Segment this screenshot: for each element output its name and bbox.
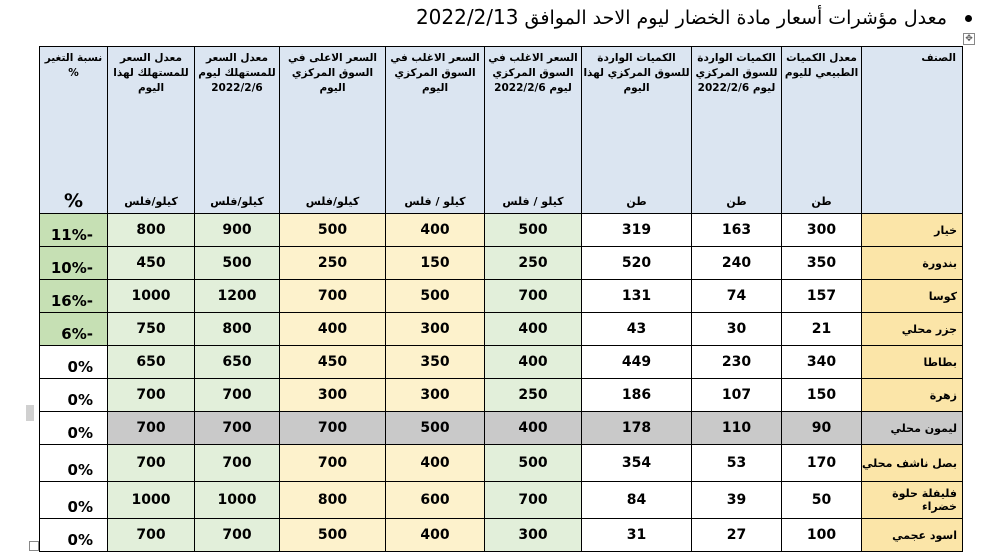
table-cell: 700: [280, 280, 386, 313]
table-cell: 400: [386, 519, 485, 552]
table-cell: 21: [782, 313, 862, 346]
prices-table: [39, 46, 963, 552]
item-name-cell: زهرة: [862, 379, 963, 412]
column-header: الصنف: [862, 47, 963, 190]
table-cell: 500: [386, 280, 485, 313]
table-cell: 800: [195, 313, 280, 346]
table-cell: 230: [692, 346, 782, 379]
table-cell: 300: [280, 379, 386, 412]
column-header: الكميات الواردة للسوق المركزي ليوم 2022/2/6: [692, 47, 782, 190]
column-header: السعر الاغلب في السوق المركزي ليوم 2022/2/6: [485, 47, 582, 190]
change-cell: -16%: [40, 280, 108, 313]
table-cell: 700: [108, 412, 195, 445]
item-name-cell: ليمون محلي: [862, 412, 963, 445]
table-cell: 300: [386, 313, 485, 346]
table-cell: 400: [485, 412, 582, 445]
table-cell: 150: [386, 247, 485, 280]
table-cell: 178: [582, 412, 692, 445]
bullet-icon: [965, 15, 972, 22]
table-header-row: [40, 47, 963, 190]
item-name-cell: بصل ناشف محلي: [862, 445, 963, 482]
table-cell: 700: [195, 519, 280, 552]
table-cell: 90: [782, 412, 862, 445]
table-cell: 500: [195, 247, 280, 280]
item-name-cell: بندورة: [862, 247, 963, 280]
heading-date: 2022/2/13: [415, 5, 519, 29]
table-cell: 27: [692, 519, 782, 552]
table-cell: 500: [386, 412, 485, 445]
table-cell: 131: [582, 280, 692, 313]
table-cell: 1000: [108, 280, 195, 313]
change-cell: 0%: [40, 346, 108, 379]
item-name-cell: بطاطا: [862, 346, 963, 379]
table-row: [40, 379, 963, 412]
table-cell: 50: [782, 482, 862, 519]
unit-cell: طن: [782, 189, 862, 214]
unit-cell: كيلو/فلس: [280, 189, 386, 214]
column-header: معدل السعر للمستهلك لهذا اليوم: [108, 47, 195, 190]
table-cell: 500: [280, 214, 386, 247]
table-cell: 107: [692, 379, 782, 412]
table-move-handle-icon[interactable]: ✥: [963, 33, 975, 45]
table-cell: 700: [485, 482, 582, 519]
table-cell: 350: [386, 346, 485, 379]
table-cell: 1200: [195, 280, 280, 313]
table-cell: 900: [195, 214, 280, 247]
table-row: [40, 214, 963, 247]
unit-cell: طن: [692, 189, 782, 214]
table-row-selected[interactable]: [40, 412, 963, 445]
table-resize-handle-icon[interactable]: [29, 541, 39, 551]
table-cell: 186: [582, 379, 692, 412]
table-cell: 30: [692, 313, 782, 346]
table-cell: 340: [782, 346, 862, 379]
table-cell: 800: [280, 482, 386, 519]
table-cell: 250: [485, 247, 582, 280]
table-row: [40, 313, 963, 346]
table-cell: 450: [280, 346, 386, 379]
item-name-cell: كوسا: [862, 280, 963, 313]
change-cell: -10%: [40, 247, 108, 280]
table-cell: 400: [485, 346, 582, 379]
table-cell: 300: [782, 214, 862, 247]
unit-cell: [862, 189, 963, 214]
row-selection-marker[interactable]: [26, 405, 34, 421]
column-header: السعر الاغلب في السوق المركزي اليوم: [386, 47, 485, 190]
table-cell: 400: [386, 445, 485, 482]
table-row: [40, 247, 963, 280]
table-cell: 700: [195, 445, 280, 482]
unit-cell: كيلو / فلس: [485, 189, 582, 214]
change-cell: 0%: [40, 412, 108, 445]
change-cell: 0%: [40, 445, 108, 482]
table-cell: 163: [692, 214, 782, 247]
change-cell: 0%: [40, 519, 108, 552]
change-cell: -6%: [40, 313, 108, 346]
table-cell: 800: [108, 214, 195, 247]
item-name-cell: جزر محلي: [862, 313, 963, 346]
table-cell: 1000: [195, 482, 280, 519]
unit-cell: كيلو / فلس: [386, 189, 485, 214]
table-cell: 157: [782, 280, 862, 313]
document-heading: [72, 2, 972, 32]
table-cell: 250: [280, 247, 386, 280]
table-cell: 650: [108, 346, 195, 379]
table-cell: 250: [485, 379, 582, 412]
column-header: نسبة التغير %: [40, 47, 108, 190]
table-cell: 700: [195, 379, 280, 412]
table-cell: 700: [108, 519, 195, 552]
table-cell: 500: [485, 445, 582, 482]
table-cell: 500: [280, 519, 386, 552]
change-cell: 0%: [40, 482, 108, 519]
table-cell: 43: [582, 313, 692, 346]
table-row: [40, 519, 963, 552]
column-header: السعر الاعلى في السوق المركزي اليوم: [280, 47, 386, 190]
table-cell: 170: [782, 445, 862, 482]
table-cell: 74: [692, 280, 782, 313]
table-cell: 400: [485, 313, 582, 346]
table-cell: 400: [386, 214, 485, 247]
table-cell: 600: [386, 482, 485, 519]
item-name-cell: فليفلة حلوة خضراء: [862, 482, 963, 519]
table-cell: 350: [782, 247, 862, 280]
table-cell: 319: [582, 214, 692, 247]
change-cell: -11%: [40, 214, 108, 247]
table-cell: 449: [582, 346, 692, 379]
unit-cell: كيلو/فلس: [108, 189, 195, 214]
table-cell: 520: [582, 247, 692, 280]
table-cell: 700: [195, 412, 280, 445]
change-cell: 0%: [40, 379, 108, 412]
table-row: [40, 346, 963, 379]
table-cell: 400: [280, 313, 386, 346]
table-cell: 650: [195, 346, 280, 379]
table-cell: 700: [280, 412, 386, 445]
heading-text: معدل مؤشرات أسعار مادة الخضار ليوم الاحد الموافق: [524, 7, 947, 29]
table-cell: 700: [280, 445, 386, 482]
table-cell: 700: [485, 280, 582, 313]
item-name-cell: اسود عجمي: [862, 519, 963, 552]
table-cell: 150: [782, 379, 862, 412]
table-row: [40, 280, 963, 313]
table-cell: 84: [582, 482, 692, 519]
table-cell: 31: [582, 519, 692, 552]
units-row: [40, 189, 963, 214]
table-cell: 700: [108, 445, 195, 482]
table-cell: 110: [692, 412, 782, 445]
table-cell: 700: [108, 379, 195, 412]
table-cell: 354: [582, 445, 692, 482]
table-cell: 750: [108, 313, 195, 346]
column-header: معدل السعر للمستهلك ليوم 2022/2/6: [195, 47, 280, 190]
unit-cell: طن: [582, 189, 692, 214]
table-row: [40, 482, 963, 519]
column-header: معدل الكميات الطبيعي لليوم: [782, 47, 862, 190]
table-cell: 450: [108, 247, 195, 280]
table-cell: 300: [386, 379, 485, 412]
table-row: [40, 445, 963, 482]
item-name-cell: خيار: [862, 214, 963, 247]
table-cell: 300: [485, 519, 582, 552]
table-cell: 1000: [108, 482, 195, 519]
table-cell: 39: [692, 482, 782, 519]
table-cell: 500: [485, 214, 582, 247]
column-header: الكميات الواردة للسوق المركزي لهذا اليوم: [582, 47, 692, 190]
unit-cell: كيلو/فلس: [195, 189, 280, 214]
table-cell: 53: [692, 445, 782, 482]
table-cell: 240: [692, 247, 782, 280]
table-cell: 100: [782, 519, 862, 552]
unit-cell: %: [40, 189, 108, 214]
